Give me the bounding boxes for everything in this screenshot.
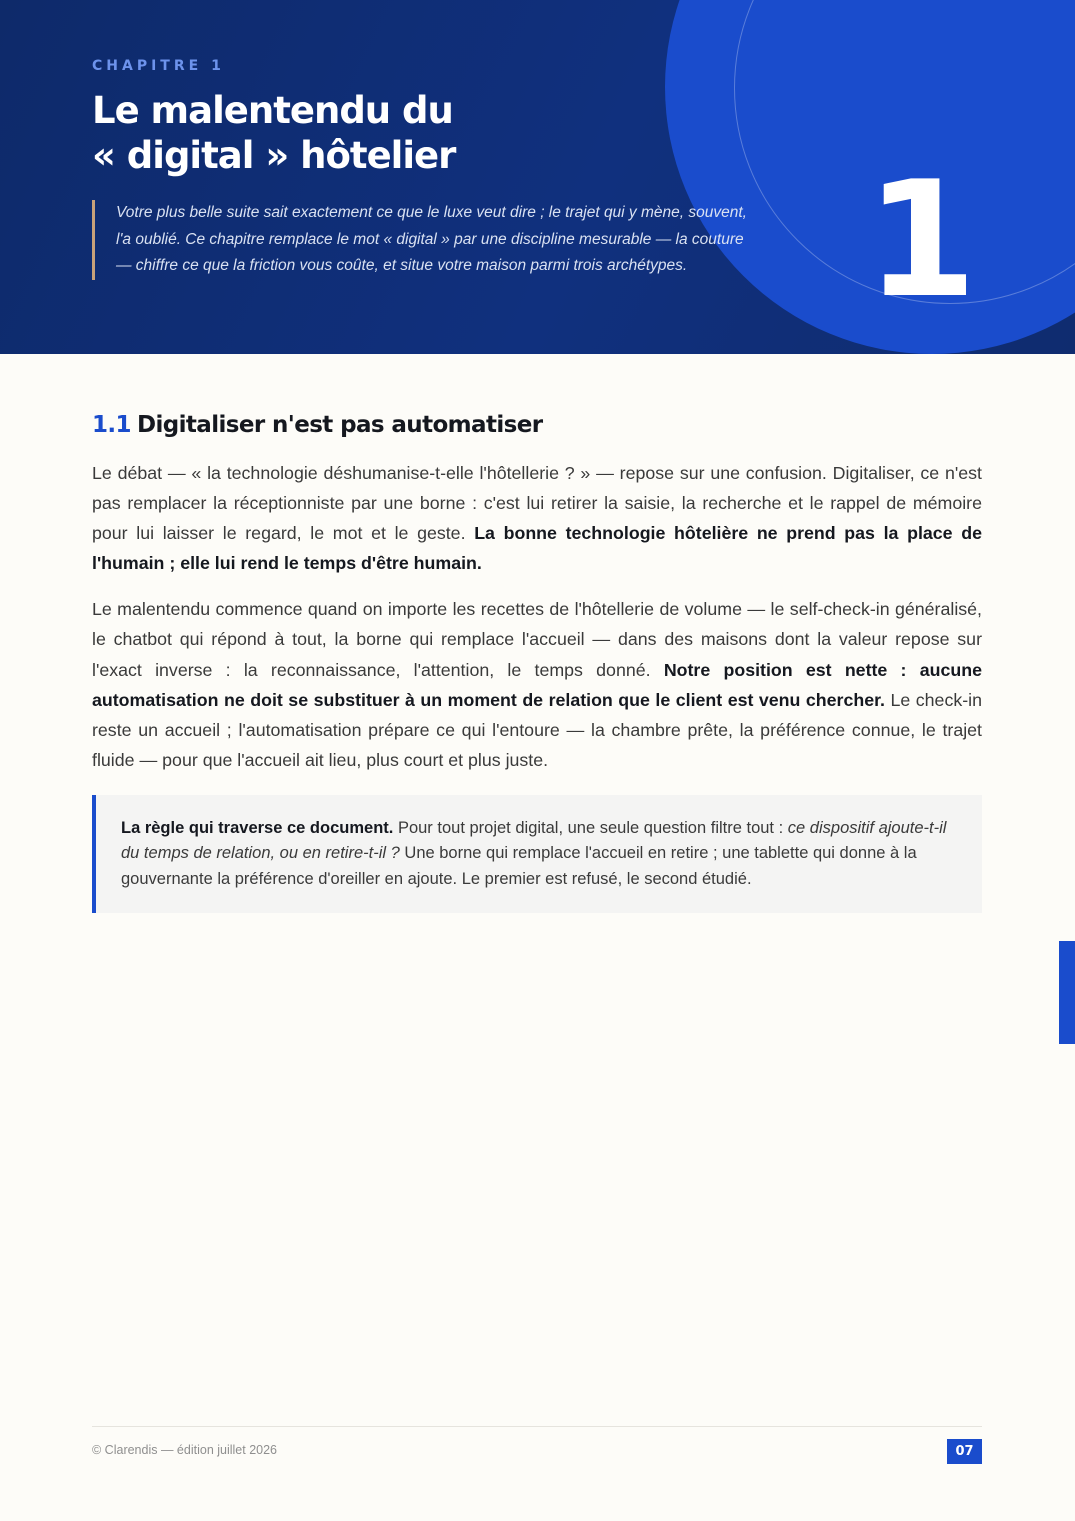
rule-callout — [92, 795, 982, 914]
chapter-body — [92, 408, 982, 913]
section-number: 1.1 — [92, 412, 131, 438]
callout-title: La règle qui traverse ce document. — [121, 818, 394, 837]
chapter-title-line-1: Le malentendu du — [92, 89, 453, 132]
chapter-kicker: CHAPITRE 1 — [92, 58, 225, 74]
paragraph-2-text: Le malentendu commence quand on importe les recettes de l'hôtellerie de volume — le self-check-in généralisé, le chatbot qui répond à tout, la borne qui remplace l'accueil — dans des maisons dont la valeur repose sur l'exact inverse : la reconnaissance, l'attention, le temps donné. — [92, 599, 982, 680]
paragraph-1-text: Le débat — « la technologie déshumanise-t-elle l'hôtellerie ? » — repose sur une confusion. Digitaliser, ce n'est pas remplacer la réceptionniste par une borne : c'est lui retirer la saisie, la recherche et le rappel de mémoire pour lui laisser le regard, le mot et le geste. — [92, 463, 982, 544]
paragraph-2 — [92, 594, 982, 775]
chapter-number: 1 — [865, 146, 977, 333]
chapter-side-tab — [1059, 941, 1075, 1044]
paragraph-1 — [92, 458, 982, 578]
section-heading — [92, 408, 982, 442]
chapter-header — [0, 0, 1075, 354]
paragraph-1-emphasis: La bonne technologie hôtelière ne prend pas la place de l'humain ; elle lui rend le temps d'être humain. — [92, 523, 982, 574]
callout-tail: Une borne qui remplace l'accueil en retire ; une tablette qui donne à la gouvernante la préférence d'oreiller en ajoute. Le premier est refusé, le second étudié. — [121, 844, 917, 888]
paragraph-2-emphasis: Notre position est nette : aucune automatisation ne doit se substituer à un moment de relation que le client est venu chercher. — [92, 659, 982, 710]
page-number-badge: 07 — [947, 1439, 982, 1464]
callout-text: Pour tout projet digital, une seule question filtre tout : — [397, 818, 784, 837]
chapter-lead: Votre plus belle suite sait exactement ce que le luxe veut dire ; le trajet qui y mène, souvent, l'a oublié. Ce chapitre remplace le mot « digital » par une discipline mesurable — la couture — chiffre ce que la friction vous coûte, et situe votre maison parmi trois archétypes. — [92, 200, 748, 280]
chapter-title-line-2: « digital » hôtelier — [92, 134, 456, 177]
page-footer — [92, 1426, 982, 1459]
callout-question: ce dispositif ajoute-t-il du temps de relation, ou en retire-t-il ? — [121, 818, 947, 863]
section-title: Digitaliser n'est pas automatiser — [136, 412, 543, 438]
paragraph-2-tail: Le check-in reste un accueil ; l'automatisation prépare ce qui l'entoure — la chambre prête, la préférence connue, le trajet fluide — pour que l'accueil ait lieu, plus court et plus juste. — [92, 689, 982, 770]
chapter-title — [92, 88, 652, 178]
footer-copyright: © Clarendis — édition juillet 2026 — [92, 1443, 278, 1457]
